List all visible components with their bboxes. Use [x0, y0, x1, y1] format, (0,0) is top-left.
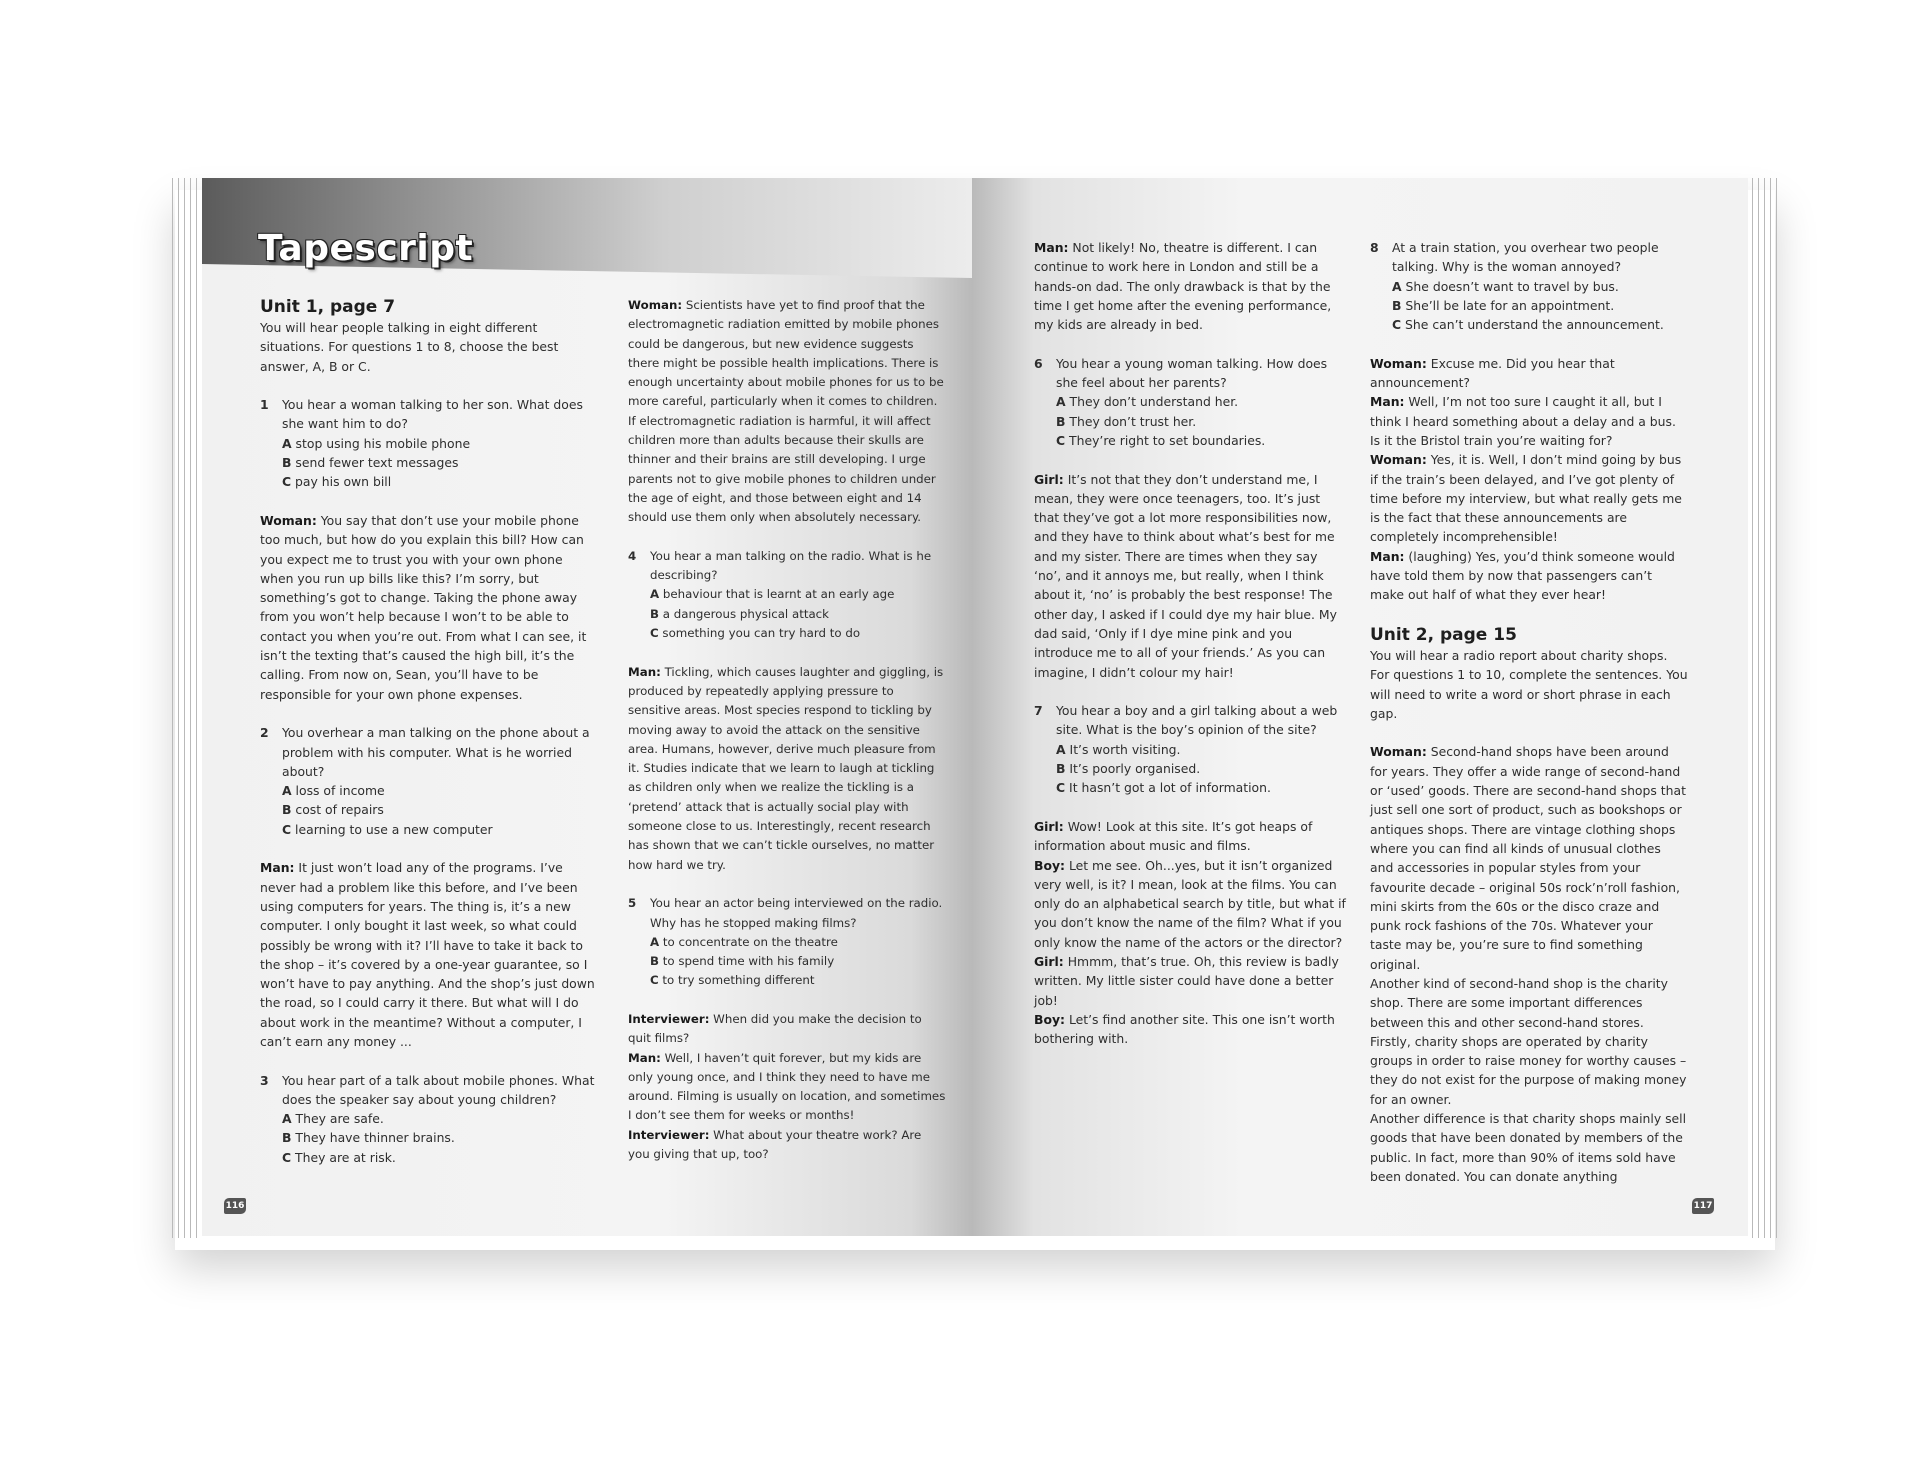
option: C She can’t understand the announcement. [1392, 317, 1664, 333]
option: B cost of repairs [282, 802, 384, 818]
dialogue-paragraph: Woman: Second-hand shops have been around for years. They offer a wide range of second-hand or ‘used’ goods. There are second-hand shops that just sell one sort of product, such as bookshops or antiques shops. There are vintage clothing shops where you can find all kinds of unusual clothes and accessories in popular styles from your favourite decade – original 50s rock’n’roll fashion, mini skirts from the 60s or the disco craze and punk rock fashions of the 70s. Whatever your taste may be, you’re sure to find something original. [1370, 744, 1686, 972]
dialogue-paragraph: Man: Tickling, which causes laughter and giggling, is produced by repeatedly applying pressure to sensitive areas. Most species respond to tickling by moving away to avoid the attack on the sensitive area. Humans, however, derive much pleasure from it. Studies indicate that we learn to laugh at tickling as children only when we realize the tickling is a ‘pretend’ attack that is actually social play with someone close to us. Interestingly, recent research has shown that we can’t tickle ourselves, no matter how hard we try. [628, 664, 944, 872]
question-4: 4 You hear a man talking on the radio. What is he describing? A behaviour that is learnt at an early age B a dangerous physical attack C something you can try hard to do [628, 547, 946, 643]
option: C They are at risk. [282, 1149, 396, 1165]
option: C to try something different [650, 973, 815, 988]
option: C It hasn’t got a lot of information. [1056, 780, 1271, 796]
dialogue-paragraph: Man: It just won’t load any of the programs. I’ve never had a problem like this before, and I’ve been using computers for years. The thing is, it’s a new computer. I only bought it last week, so what could possibly be wrong with it? I’ll have to take it back to the shop – it’s covered by a one-year guarantee, so I won’t have to pay anything. And the shop’s just down the road, so I could carry it there. But what will I do about work in the meantime? Without a computer, I can’t earn any money ... [260, 860, 595, 1049]
dialogue-paragraph: Man: Not likely! No, theatre is different. I can continue to work here in London and still be a hands-on dad. The only drawback is that by the time I get home after the evening performance, my kids are already in bed. [1034, 240, 1332, 333]
unit-heading: Unit 2, page 15 [1370, 624, 1517, 645]
dialogue-block: Interviewer: When did you make the decision to quit films? Man: Well, I haven’t quit forever, but my kids are only young once, and I think they need to have me around. Filming is usually on location, and sometimes I don’t see them for weeks or months! Interviewer: What about your theatre work? Are you giving that up, too? [628, 1011, 946, 1162]
option: A loss of income [282, 783, 385, 799]
body-paragraph: Another kind of second-hand shop is the charity shop. There are some important differences between this and other second-hand stores. Firstly, charity shops are operated by charity groups in order to raise money for worthy causes – they do not exist for the purpose of making money for an owner. [1370, 975, 1687, 1107]
option: C They’re right to set boundaries. [1056, 432, 1266, 448]
option: A It’s worth visiting. [1056, 741, 1181, 757]
question-8: 8 At a train station, you overhear two people talking. Why is the woman annoyed? A She doesn’t want to travel by bus. B She’ll be late for an appointment. C She can’t understand the announcement. [1370, 238, 1688, 334]
question-7: 7 You hear a boy and a girl talking about a web site. What is the boy’s opinion of the site? A It’s worth visiting. B It’s poorly organised. C It hasn’t got a lot of information. [1034, 701, 1346, 797]
left-page [202, 178, 972, 1236]
option: A stop using his mobile phone [282, 435, 471, 451]
option: B to spend time with his family [650, 954, 835, 969]
dialogue-block: Girl: Wow! Look at this site. It’s got heaps of information about music and films. Boy: Let me see. Oh...yes, but it isn’t organized very well, is it? I mean, look at the films. You can only do an alphabetical search by title, but what if you don’t know the name of the film? What if you only know the name of the actors or the director? Girl: Hmmm, that’s true. Oh, this review is badly written. My little sister could have done a better job! Boy: Let’s find another site. This one isn’t worth bothering with. [1034, 818, 1346, 1047]
page-number-right: 117 [1692, 1198, 1714, 1214]
option: A behaviour that is learnt at an early age [650, 587, 895, 602]
option: C learning to use a new computer [282, 821, 493, 837]
left-page-edges [172, 178, 202, 1238]
option: C pay his own bill [282, 474, 392, 490]
option: A They don’t understand her. [1056, 394, 1239, 410]
dialogue-paragraph: Woman: Scientists have yet to find proof that the electromagnetic radiation emitted by mobile phones could be dangerous, but new evidence suggests there might be possible health implications. There is enough uncertainty about mobile phones for us to be more careful, particularly when it comes to children. If electromagnetic radiation is harmful, it will affect children more than adults because their skulls are thinner and their brains are still developing. I urge parents not to give mobile phones to children under the age of eight, and those between eight and 14 should use them only when absolutely necessary. [628, 298, 944, 525]
dialogue-block: Woman: Excuse me. Did you hear that announcement? Man: Well, I’m not too sure I caught it all, but I think I heard something about a delay and a bus. Is it the Bristol train you’re waiting for? Woman: Yes, it is. Well, I don’t mind going by bus if the train’s been delayed, and I’ve got plenty of time before my interview, but what really gets me is the fact that these announcements are completely incomprehensible! Man: (laughing) Yes, you’d think someone would have told them by now that passengers can’t make out half of what they ever hear! [1370, 355, 1682, 603]
question-3: 3 You hear part of a talk about mobile phones. What does the speaker say about young children? A They are safe. B They have thinner brains. C They are at risk. [260, 1071, 600, 1167]
left-column-2 [628, 296, 946, 1164]
option: A She doesn’t want to travel by bus. [1392, 278, 1619, 294]
dialogue-paragraph: Woman: You say that don’t use your mobile phone too much, but how do you explain this bill? How can you expect me to trust you with your own phone when you run up bills like this? I’m sorry, but something’s got to change. Taking the phone away from you won’t help because I won’t to be able to contact you when you’re out. From what I can see, it isn’t the texting that’s caused the high bill, it’s the calling. From now on, Sean, you’ll have to be responsible for your own phone expenses. [260, 512, 587, 702]
question-5: 5 You hear an actor being interviewed on the radio. Why has he stopped making films? A to concentrate on the theatre B to spend time with his family C to try something different [628, 894, 946, 990]
page-number-left: 116 [224, 1198, 246, 1214]
right-page [972, 178, 1748, 1236]
option: B send fewer text messages [282, 455, 459, 471]
body-paragraph: Another difference is that charity shops mainly sell goods that have been donated by members of the public. In fact, more than 90% of items sold have been donated. You can donate anything [1370, 1111, 1687, 1184]
option: A They are safe. [282, 1111, 384, 1127]
right-column-2 [1370, 238, 1688, 1186]
option: B They have thinner brains. [282, 1130, 455, 1146]
question-1: 1 You hear a woman talking to her son. What does she want him to do? A stop using his mobile phone B send fewer text messages C pay his own bill [260, 395, 600, 491]
option: A to concentrate on the theatre [650, 934, 838, 949]
option: B They don’t trust her. [1056, 413, 1197, 429]
right-page-edges [1748, 178, 1778, 1238]
intro-text: You will hear a radio report about charity shops. For questions 1 to 10, complete the sentences. You will need to write a word or short phrase in each gap. [1370, 647, 1688, 721]
option: C something you can try hard to do [650, 626, 861, 641]
question-6: 6 You hear a young woman talking. How does she feel about her parents? A They don’t understand her. B They don’t trust her. C They’re right to set boundaries. [1034, 354, 1346, 450]
intro-text: You will hear people talking in eight different situations. For questions 1 to 8, choose the best answer, A, B or C. [260, 320, 559, 374]
right-column-1 [1034, 238, 1346, 1048]
option: B It’s poorly organised. [1056, 761, 1201, 777]
left-column-1 [260, 296, 600, 1186]
option: B a dangerous physical attack [650, 606, 829, 621]
option: B She’ll be late for an appointment. [1392, 297, 1615, 313]
dialogue-paragraph: Girl: It’s not that they don’t understand me, I mean, they were once teenagers, too. It’s just that they’ve got a lot more responsibilities now, and they have to think about what’s best for me and my sister. There are times when they say ‘no’, and it annoys me, but really, when I think about it, ‘no’ is probably the best response! The other day, I asked if I could dye my hair blue. My dad said, ‘Only if I dye mine pink and you introduce me to all of your friends.’ As you can imagine, I didn’t colour my hair! [1034, 471, 1337, 680]
question-2: 2 You overhear a man talking on the phone about a problem with his computer. What is he worried about? A loss of income B cost of repairs C learning to use a new computer [260, 723, 600, 839]
page-title: Tapescript [258, 228, 474, 269]
unit-heading: Unit 1, page 7 [260, 297, 396, 317]
